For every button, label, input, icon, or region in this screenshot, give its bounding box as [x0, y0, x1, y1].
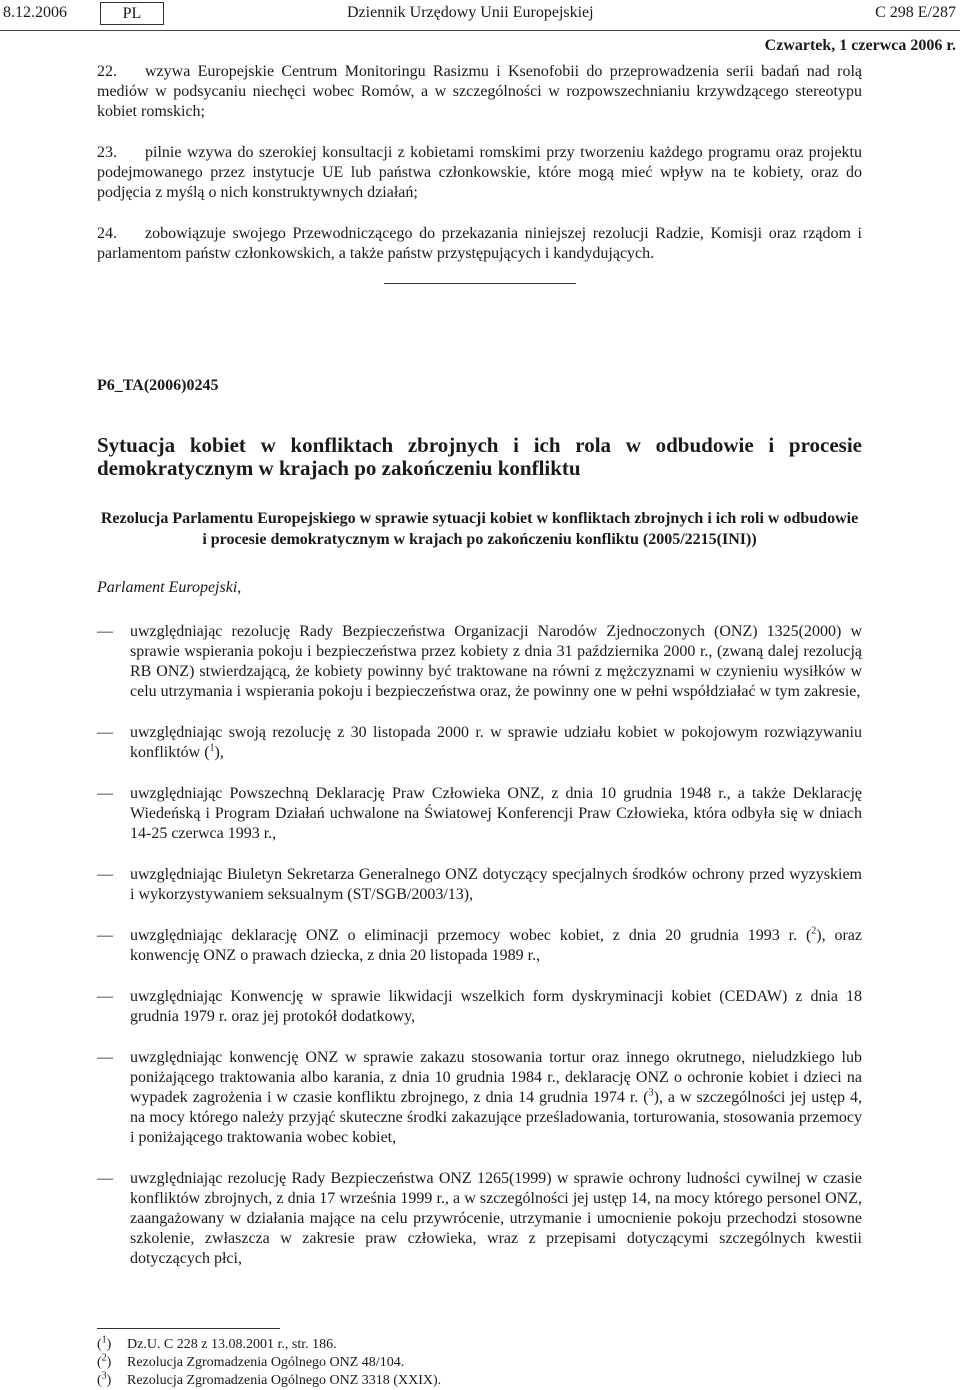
paragraph-number: 23.	[97, 144, 117, 161]
journal-reference: C 298 E/287	[875, 4, 956, 21]
document-body	[97, 62, 862, 1290]
paragraph-text: wzywa Europejskie Centrum Monitoringu Rasizmu i Ksenofobii do przeprowadzenia serii badań nad rolą mediów w podsycaniu niechęci wobec Romów, a w szczególności w rozpowszechnianiu krzywdzącego stereotypu kobiet romskich;	[97, 63, 862, 120]
footnote-text: Rezolucja Zgromadzenia Ogólnego ONZ 48/104.	[127, 1355, 405, 1370]
dash-marker: —	[97, 988, 113, 1005]
parliament-heading: Parlament Europejski,	[97, 579, 242, 596]
recital-text: uwzględniając rezolucję Rady Bezpieczeństwa Organizacji Narodów Zjednoczonych (ONZ) 1325(2000) w sprawie wspierania pokoju i bezpieczeństwa przez kobiety z dnia 31 października 2000 r., (zwaną dalej rezolucją RB ONZ) stwierdzającą, że kobiety powinny być traktowane na równi z mężczyznami w czynieniu wysiłków w celu utrzymania i wspierania pokoju i bezpieczeństwa oraz, że powinny one w pełni współdziałać w tym zakresie,	[130, 623, 862, 700]
header-divider	[0, 30, 960, 31]
recital-item	[97, 1048, 862, 1148]
recitals-list	[97, 622, 862, 1269]
publication-date: 8.12.2006	[3, 4, 67, 21]
dash-marker: —	[97, 866, 113, 883]
footnote-mark: 3	[101, 1370, 107, 1382]
footnote-ref-1[interactable]: 1	[209, 742, 215, 754]
recital-text: uwzględniając Biuletyn Sekretarza Generalnego ONZ dotyczący specjalnych środków ochrony przed wyzyskiem i wykorzystywaniem seksualnym (ST/SGB/2003/13),	[130, 866, 862, 903]
footnote-2: ($^2$) Rezolucja Zgromadzenia Ogólnego ONZ 48/104.	[97, 1352, 405, 1370]
footnote-3: ($^3$) Rezolucja Zgromadzenia Ogólnego ONZ 3318 (XXIX).	[97, 1370, 442, 1388]
recital-text: uwzględniając Konwencję w sprawie likwidacji wszelkich form dyskryminacji kobiet (CEDAW) z dnia 18 grudnia 1979 r. oraz jej protokół dodatkowy,	[130, 988, 862, 1025]
resolution-subtitle: Rezolucja Parlamentu Europejskiego w sprawie sytuacji kobiet w konfliktach zbrojnych i ich roli w odbudowie i procesie demokratycznym w krajach po zakończeniu konfliktu (2005/2215(INI))	[100, 510, 859, 548]
dash-marker: —	[97, 1049, 113, 1066]
recital-item	[97, 1169, 862, 1269]
recital-text: uwzględniając swoją rezolucję z 30 listopada 2000 r. w sprawie udziału kobiet w pokojowym rozwiązywaniu konfliktów (	[130, 724, 862, 761]
paragraph-number: 24.	[97, 225, 117, 242]
resolution-title: Sytuacja kobiet w konfliktach zbrojnych i ich rola w odbudowie i procesie demokratycznym w krajach po zakończeniu konfliktu	[97, 433, 862, 480]
recital-text-cont: ), oraz konwencję ONZ o prawach dziecka, z dnia 20 listopada 1989 r.,	[130, 927, 863, 964]
footnote-ref-3[interactable]: 3	[648, 1087, 654, 1099]
footnote-mark: 2	[101, 1352, 107, 1364]
paragraph-22	[97, 62, 862, 122]
paragraph-number: 22.	[97, 63, 117, 80]
recital-item	[97, 865, 862, 905]
dash-marker: —	[97, 623, 113, 640]
page-header	[0, 0, 960, 30]
paragraph-text: zobowiązuje swojego Przewodniczącego do przekazania niniejszej rezolucji Radzie, Komisji oraz rządom i parlamentom państw członkowskich, a także państw przystępujących i kandydujących.	[97, 225, 862, 262]
recital-item	[97, 987, 862, 1027]
recital-item	[97, 622, 862, 702]
paragraph-23	[97, 143, 862, 203]
dash-marker: —	[97, 1170, 113, 1187]
footnote-text: Dz.U. C 228 z 13.08.2001 r., str. 186.	[127, 1337, 337, 1352]
recital-text: uwzględniając rezolucję Rady Bezpieczeństwa ONZ 1265(1999) w sprawie ochrony ludności cywilnej w czasie konfliktów zbrojnych, z dnia 17 września 1999 r., a w szczególności jej ustęp 14, na mocy którego personel ONZ, zaangażowany w działania mające na celu przywrócenie, utrzymanie i umocnienie pokoju przechodzi stosowne szkolenie, zwłaszcza w zakresie praw człowieka, wraz z przepisami dotyczącymi szczególnych kwestii dotyczących płci,	[130, 1170, 862, 1267]
dash-marker: —	[97, 724, 113, 741]
recital-item	[97, 723, 862, 763]
recital-text: uwzględniając Powszechną Deklarację Praw Człowieka ONZ, z dnia 10 grudnia 1948 r., a także Deklarację Wiedeńską i Program Działań uchwalone na Światowej Konferencji Praw Człowieka, która odbyła się w dniach 14-25 czerwca 1993 r.,	[130, 785, 862, 842]
dash-marker: —	[97, 927, 113, 944]
journal-title: Dziennik Urzędowy Unii Europejskiej	[347, 4, 594, 21]
footnote-divider	[97, 1328, 280, 1329]
recital-item	[97, 784, 862, 844]
recital-item	[97, 926, 862, 966]
recital-text-cont: ),	[214, 744, 224, 761]
footnote-ref-2[interactable]: 2	[811, 925, 817, 937]
footnote-mark: 1	[101, 1334, 107, 1346]
dash-marker: —	[97, 785, 113, 802]
recital-text: uwzględniając deklarację ONZ o eliminacji przemocy wobec kobiet, z dnia 20 grudnia 1993 r. (	[130, 927, 812, 944]
recital-text-cont: ), a w szczególności jej ustęp 4, na mocy którego należy przyjąć skuteczne środki zakazujące prześladowania, torturowania, stosowania przemocy i poniżającego traktowania wobec kobiet,	[130, 1089, 862, 1146]
paragraph-text: pilnie wzywa do szerokiej konsultacji z kobietami romskimi przy tworzeniu każdego programu oraz projektu podejmowanego przez instytucje UE lub państwa członkowskie, które mogą mieć wpływ na te kobiety, oraz do podjęcia z myślą o nich konstruktywnych działań;	[97, 144, 862, 201]
footnote-text: Rezolucja Zgromadzenia Ogólnego ONZ 3318 (XXIX).	[127, 1373, 442, 1388]
document-reference: P6_TA(2006)0245	[97, 377, 219, 394]
language-badge: PL	[100, 2, 164, 25]
footnote-1: ($^1$) Dz.U. C 228 z 13.08.2001 r., str. 186.	[97, 1334, 337, 1352]
section-separator	[384, 283, 576, 284]
recital-text: uwzględniając konwencję ONZ w sprawie zakazu stosowania tortur oraz innego okrutnego, nieludzkiego lub poniżającego traktowania albo karania, z dnia 10 grudnia 1984 r., deklarację ONZ o ochronie kobiet i dzieci na wypadek zagrożenia i w czasie konfliktu zbrojnego, z dnia 14 grudnia 1974 r. (	[130, 1049, 862, 1106]
paragraph-24	[97, 224, 862, 264]
footnotes	[97, 1336, 441, 1390]
session-dateline: Czwartek, 1 czerwca 2006 r.	[764, 37, 956, 54]
